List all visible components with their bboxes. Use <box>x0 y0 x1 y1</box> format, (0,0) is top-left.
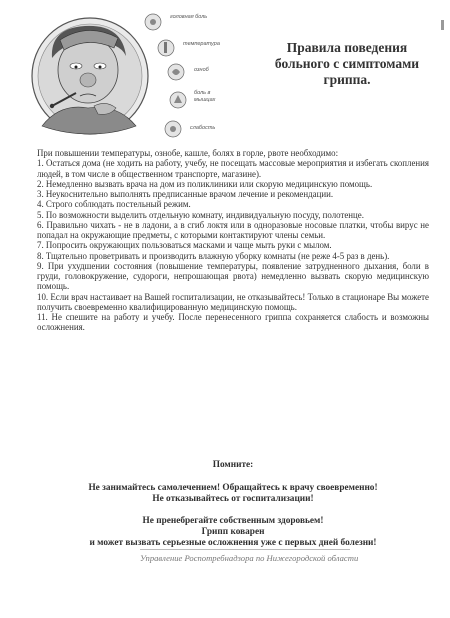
rule-item: 9. При ухудшении состояния (повышение температуры, появление затрудненного дыхания, боли в груди, головокружение, судороги, непрошающая рвота) немедленно вызвать скорую медицинскую помощь. <box>37 260 429 292</box>
remember-block <box>37 460 429 549</box>
remember-line: и может вызвать серьезные осложнения уже с первых дней болезни! <box>89 538 377 548</box>
rule-item: 10. Если врач настаивает на Вашей госпитализации, не отказывайтесь! Только в стационаре Вы можете получить своевременно квалифицированную медицинскую помощь. <box>37 291 429 312</box>
rule-item: 7. Попросить окружающих пользоваться масками и чаще мыть руки с мылом. <box>37 240 332 251</box>
symptom-icons <box>145 14 186 137</box>
intro-text: При повышении температуры, ознобе, кашле, болях в горле, рвоте необходимо: <box>37 148 339 158</box>
remember-line: Не пренебрегайте собственным здоровьем! <box>142 516 324 526</box>
remember-line: Грипп коварен <box>201 527 265 537</box>
flu-illustration <box>30 8 260 143</box>
title-line: больного с симптомами <box>274 56 420 71</box>
rule-item: 8. Тщательно проветривать и производить влажную уборку комнаты (не реже 4-5 раз в день). <box>37 250 390 261</box>
symptom-label-chills: озноб <box>194 67 209 73</box>
symptom-label-weakness: слабость <box>190 125 216 131</box>
symptom-label-fever: температура <box>183 41 220 47</box>
rules-text <box>37 148 429 333</box>
page-title <box>262 40 432 88</box>
symptom-label-headache: головная боль <box>170 14 208 20</box>
remember-line: Не занимайтесь самолечением! Обращайтесь к врачу своевременно! <box>88 483 378 493</box>
remember-line: Не отказывайтесь от госпитализации! <box>152 494 314 504</box>
rule-item: 6. Правильно чихать - не в ладони, а в сгиб локтя или в одноразовые носовые платки, чтобы вирус не попадал на окружающие предметы, с которыми контактируют члены семьи. <box>37 219 429 240</box>
footer-divider <box>140 549 350 550</box>
rule-item: 2. Немедленно вызвать врача на дом из поликлиники или скорую медицинскую помощь. <box>37 178 373 189</box>
rule-item: 3. Неукоснительно выполнять предписанные врачом лечение и рекомендации. <box>37 189 334 199</box>
title-line: гриппа. <box>323 72 371 87</box>
title-line: Правила поведения <box>286 40 408 55</box>
remember-heading: Помните: <box>212 460 254 470</box>
rule-item: 5. По возможности выделить отдельную комнату, индивидуальную посуду, полотенце. <box>37 209 364 220</box>
symptom-label-muscle-pain: боль в мышцах <box>194 90 216 103</box>
rule-item: 4. Строго соблюдать постельный режим. <box>37 199 191 210</box>
rule-item: 11. Не спешите на работу и учебу. После перенесенного гриппа сохраняется слабость и возможны осложнения. <box>37 312 429 333</box>
rule-item: 1. Остаться дома (не ходить на работу, учебу, не посещать массовые мероприятия и избегать скопления людей, в том числе в общественном транспорте, магазине). <box>37 158 429 179</box>
scan-mark <box>441 20 444 30</box>
sick-person-image <box>30 8 260 143</box>
footer-signature: Управление Роспотребнадзора по Нижегородской области <box>140 553 359 563</box>
